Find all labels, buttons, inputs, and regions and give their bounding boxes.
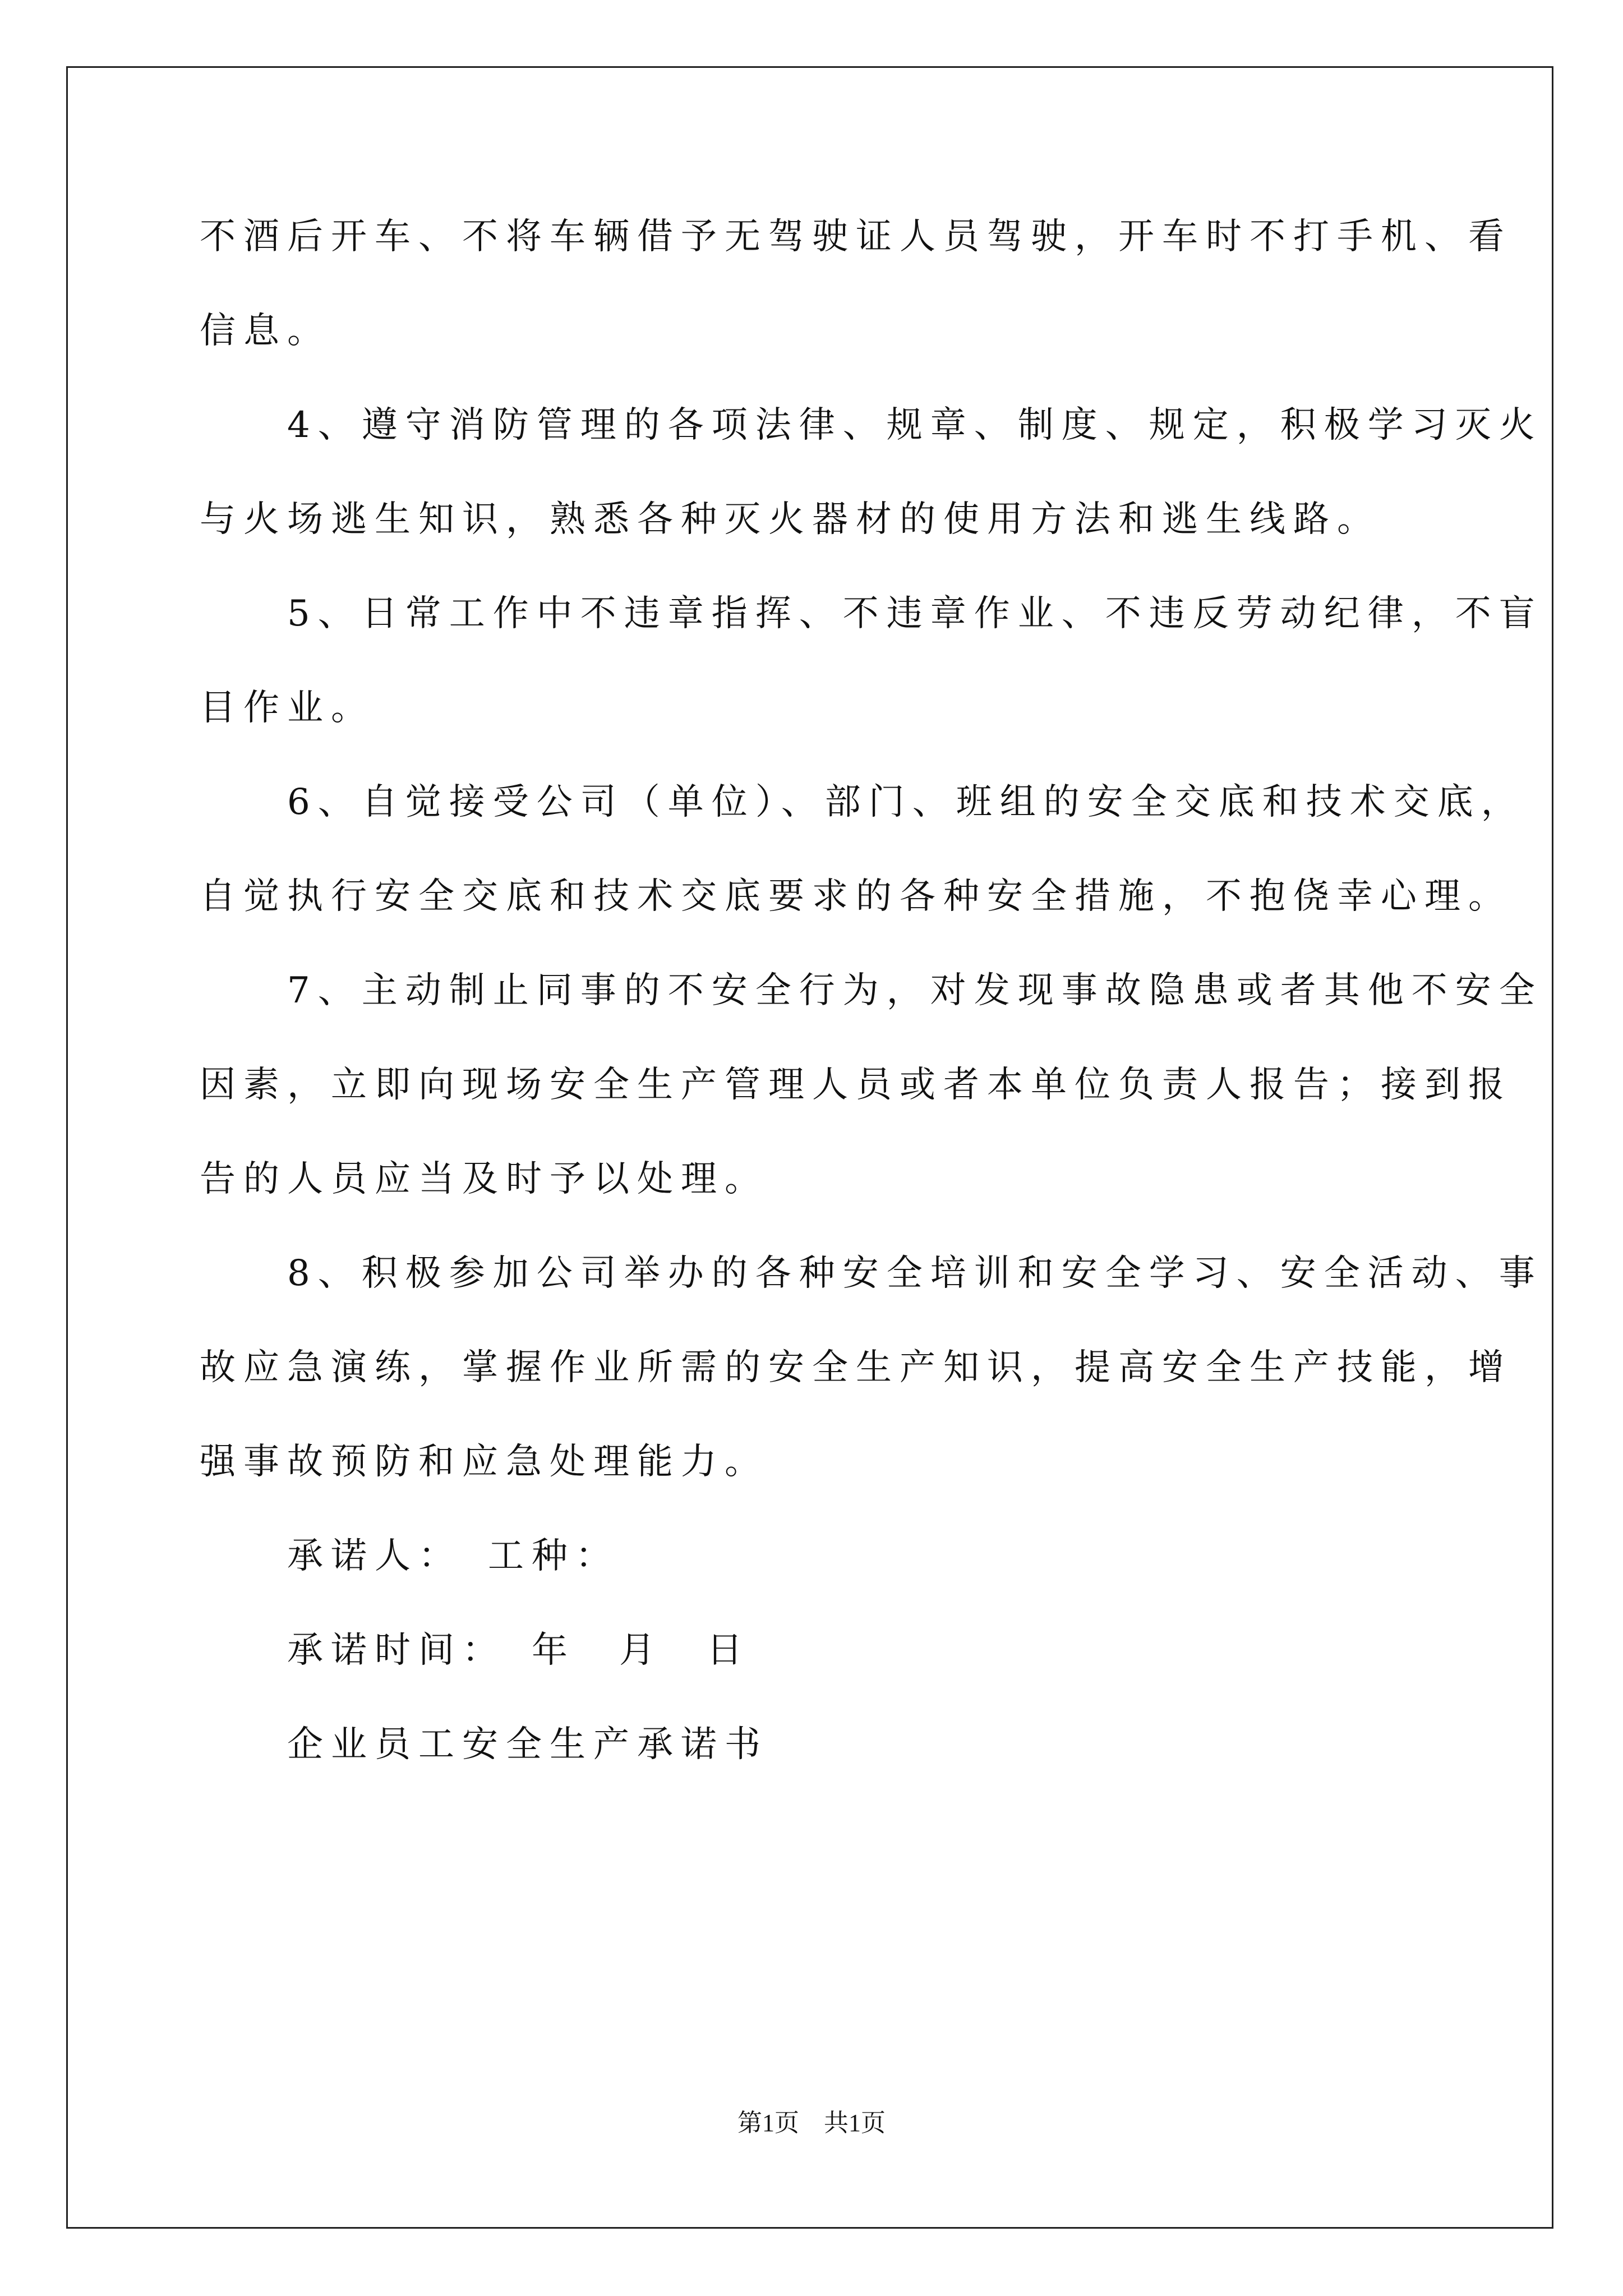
text-line: 故应急演练，掌握作业所需的安全生产知识，提高安全生产技能，增 [200, 1347, 1512, 1388]
text-line: 因素，立即向现场安全生产管理人员或者本单位负责人报告；接到报 [200, 1064, 1512, 1106]
text-line: 8、积极参加公司举办的各种安全培训和安全学习、安全活动、事 [200, 1253, 1543, 1294]
text-line: 5、日常工作中不违章指挥、不违章作业、不违反劳动纪律，不盲 [200, 593, 1543, 634]
date-line: 承诺时间： 年 月 日 [200, 1630, 750, 1671]
text-line: 7、主动制止同事的不安全行为，对发现事故隐患或者其他不安全 [200, 970, 1543, 1011]
document-body [200, 212, 1543, 1769]
text-line: 6、自觉接受公司（单位）、部门、班组的安全交底和技术交底， [200, 781, 1525, 823]
text-line: 强事故预防和应急处理能力。 [200, 1441, 768, 1483]
text-line: 不酒后开车、不将车辆借予无驾驶证人员驾驶，开车时不打手机、看 [200, 216, 1512, 257]
text-line: 自觉执行安全交底和技术交底要求的各种安全措施，不抱侥幸心理。 [200, 876, 1512, 917]
document-title-line: 企业员工安全生产承诺书 [200, 1724, 768, 1765]
page-footer: 第1页 共1页 [737, 2109, 886, 2137]
text-line: 告的人员应当及时予以处理。 [200, 1158, 768, 1200]
text-line: 4、遵守消防管理的各项法律、规章、制度、规定，积极学习灭火 [200, 404, 1543, 446]
text-line: 目作业。 [200, 687, 375, 729]
text-line: 与火场逃生知识，熟悉各种灭火器材的使用方法和逃生线路。 [200, 499, 1381, 540]
text-line: 信息。 [200, 310, 331, 352]
signatory-line: 承诺人： 工种： [200, 1535, 619, 1577]
